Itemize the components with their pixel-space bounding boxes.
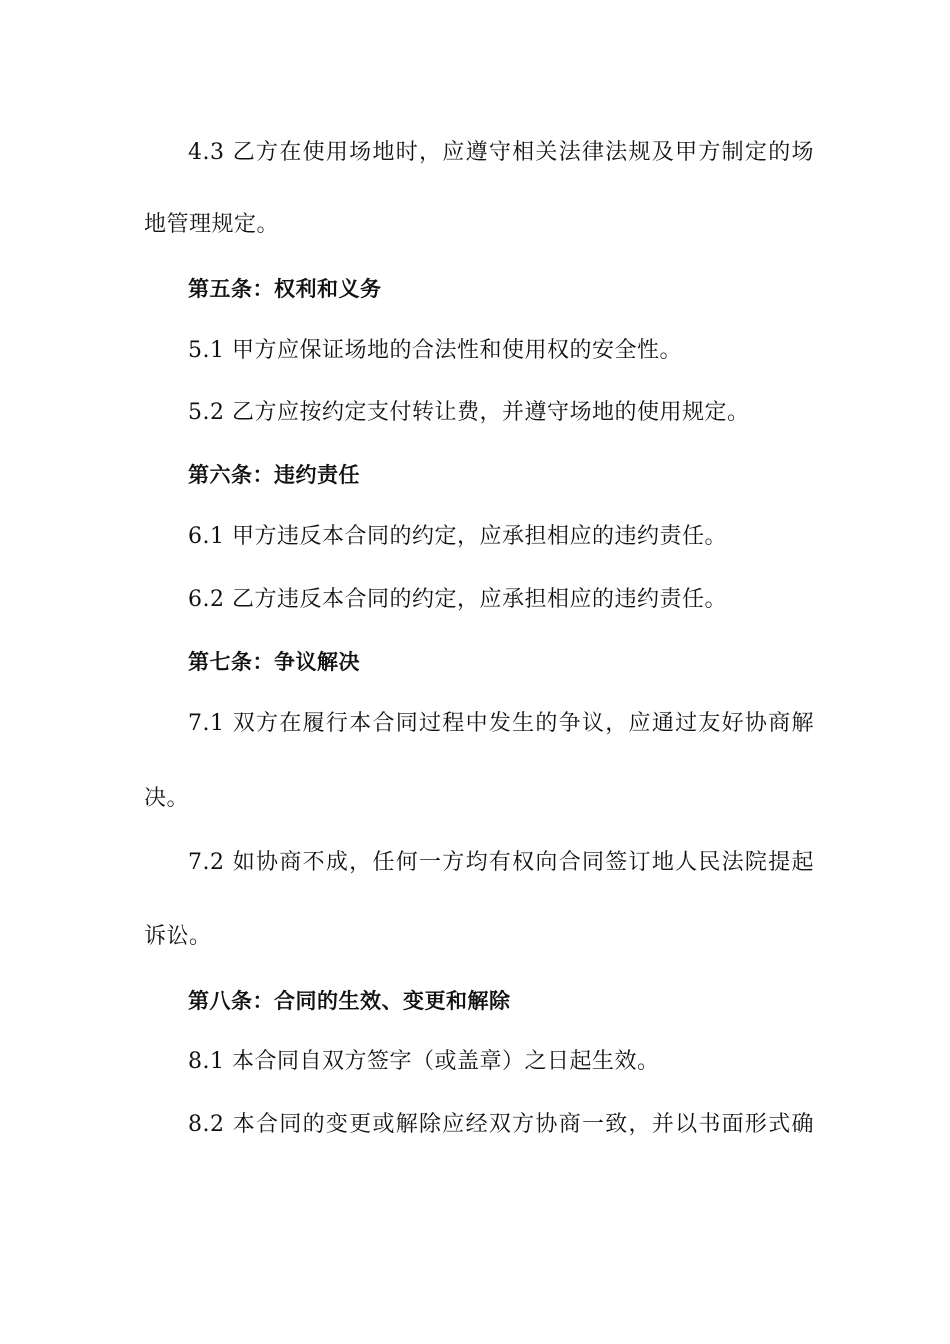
clause-8-2-line-1: 8.2 本合同的变更或解除应经双方协商一致，并以书面形式确 xyxy=(188,1112,814,1137)
clause-7-2-line-1: 7.2 如协商不成，任何一方均有权向合同签订地人民法院提起 xyxy=(188,850,814,875)
clause-7-2-line-2: 诉讼。 xyxy=(144,924,212,949)
clause-5-1: 5.1 甲方应保证场地的合法性和使用权的安全性。 xyxy=(188,338,682,363)
article-5-heading: 第五条：权利和义务 xyxy=(188,277,382,301)
clause-8-1: 8.1 本合同自双方签字（或盖章）之日起生效。 xyxy=(188,1049,660,1074)
clause-4-3-line-2: 地管理规定。 xyxy=(144,212,280,237)
clause-7-1-line-1: 7.1 双方在履行本合同过程中发生的争议，应通过友好协商解 xyxy=(188,711,814,736)
clause-6-2: 6.2 乙方违反本合同的约定，应承担相应的违约责任。 xyxy=(188,587,727,612)
article-6-heading: 第六条：违约责任 xyxy=(188,463,360,487)
clause-5-2: 5.2 乙方应按约定支付转让费，并遵守场地的使用规定。 xyxy=(188,400,750,425)
article-8-heading: 第八条：合同的生效、变更和解除 xyxy=(188,989,511,1013)
clause-6-1: 6.1 甲方违反本合同的约定，应承担相应的违约责任。 xyxy=(188,524,727,549)
clause-4-3-line-1: 4.3 乙方在使用场地时，应遵守相关法律法规及甲方制定的场 xyxy=(188,140,814,165)
article-7-heading: 第七条：争议解决 xyxy=(188,650,360,674)
clause-7-1-line-2: 决。 xyxy=(144,786,190,811)
